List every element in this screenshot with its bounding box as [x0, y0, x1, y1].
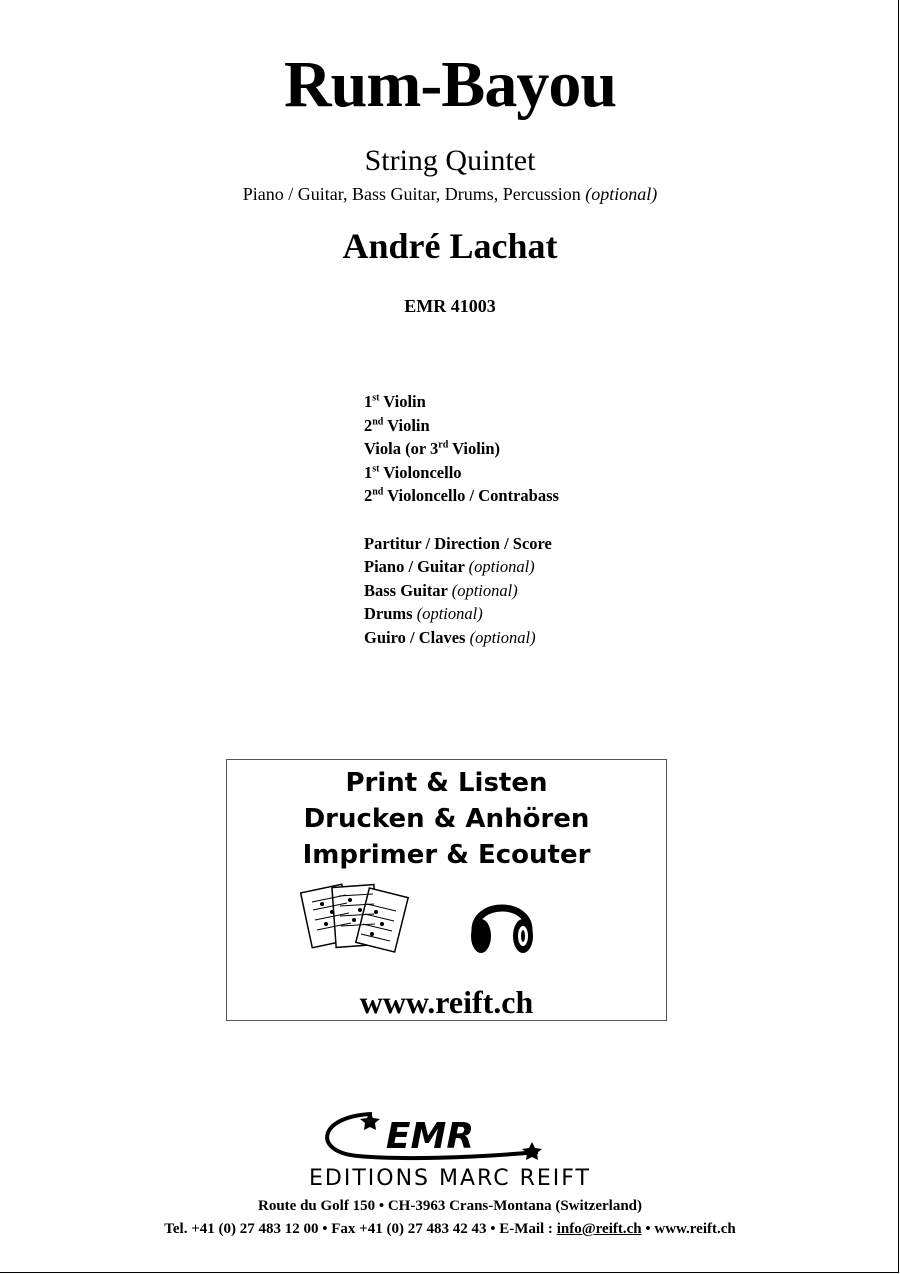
catalog-number: EMR 41003: [404, 296, 496, 316]
email-link[interactable]: info@reift.ch: [556, 1221, 642, 1237]
contact-suffix: • www.reift.ch: [641, 1221, 736, 1237]
print-listen-box: [226, 759, 667, 1021]
title: Rum-Bayou: [283, 48, 617, 121]
headphones-icon: [467, 886, 537, 960]
part-item: 2nd Violoncello / Contrabass: [364, 486, 559, 505]
part-item: Bass Guitar (optional): [364, 580, 518, 600]
composer: André Lachat: [342, 226, 558, 266]
part-item: Drums (optional): [364, 604, 483, 623]
instrumentation: [0, 185, 900, 203]
promo-url: www.reift.ch: [359, 984, 534, 1020]
publisher-address: Route du Golf 150 • CH-3963 Crans-Montana (Switzerland): [258, 1198, 642, 1214]
part-item: 1st Violoncello: [364, 462, 462, 482]
promo-line-de: Drucken & Anhören: [303, 804, 590, 834]
part-item: Partitur / Direction / Score: [364, 533, 552, 553]
part-item: Viola (or 3rd Violin): [364, 439, 501, 458]
publisher-name: EDITIONS MARC REIFT: [309, 1166, 591, 1191]
part-item: 2nd Violin: [364, 415, 430, 435]
instrumentation-optional: (optional): [585, 184, 658, 204]
part-item: Guiro / Claves (optional): [364, 627, 536, 647]
part-item: Piano / Guitar (optional): [364, 557, 535, 576]
parts-divider: [364, 508, 559, 532]
parts-list: [364, 390, 559, 649]
promo-line-en: Print & Listen: [345, 768, 548, 798]
publisher-contact: [0, 1222, 900, 1237]
promo-line-fr: Imprimer & Ecouter: [302, 840, 591, 870]
instrumentation-text: Piano / Guitar, Bass Guitar, Drums, Percussion: [242, 184, 586, 204]
contact-prefix: Tel. +41 (0) 27 483 12 00 • Fax +41 (0) 27 483 42 43 • E-Mail :: [164, 1221, 557, 1237]
subtitle: String Quintet: [364, 144, 536, 177]
sheet-music-icon: [300, 880, 412, 960]
part-item: 1st Violin: [364, 392, 426, 411]
emr-logo: [310, 1106, 550, 1162]
emr-logo-text: EMR: [385, 1116, 475, 1157]
